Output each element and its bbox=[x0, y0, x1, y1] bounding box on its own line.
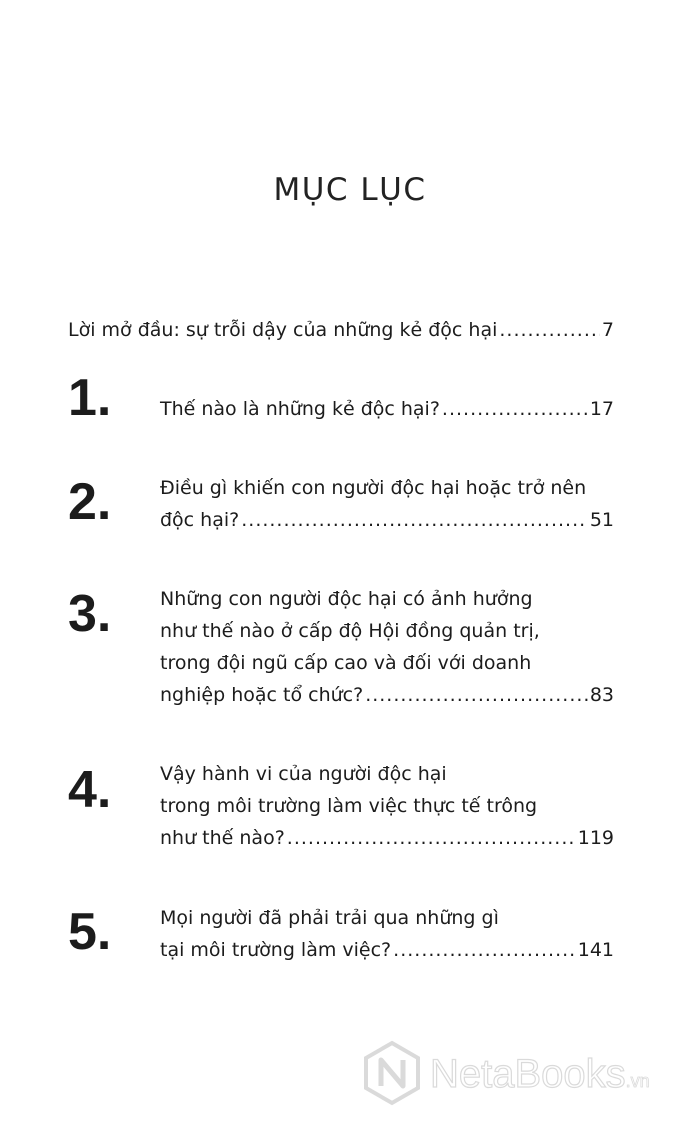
chapter-number: 4. bbox=[68, 761, 112, 819]
toc-page-number: 17 bbox=[589, 398, 614, 420]
toc-page-number: 7 bbox=[601, 319, 614, 341]
toc-entry-text-line: trong đội ngũ cấp cao và đối với doanh bbox=[160, 652, 532, 674]
toc-entry-text: Lời mở đầu: sự trỗi dậy của những kẻ độc hại bbox=[68, 319, 498, 341]
leader-dots bbox=[442, 397, 588, 421]
toc-entry-chapter-1 bbox=[160, 397, 614, 421]
toc-entry-text: nghiệp hoặc tổ chức? bbox=[160, 684, 364, 706]
page-title: MỤC LỤC bbox=[273, 172, 427, 208]
chapter-number: 2. bbox=[68, 473, 112, 531]
watermark-brand-name: NetaBooks bbox=[430, 1052, 626, 1096]
toc-entry-text: tại môi trường làm việc? bbox=[160, 939, 392, 961]
toc-entry-text: như thế nào? bbox=[160, 827, 285, 849]
toc-entry-text: Thế nào là những kẻ độc hại? bbox=[160, 398, 440, 420]
toc-entry-chapter-3 bbox=[160, 683, 614, 707]
toc-page-number: 51 bbox=[589, 509, 614, 531]
watermark-brand bbox=[430, 1052, 650, 1097]
watermark-brand-suffix: .vn bbox=[625, 1071, 650, 1091]
leader-dots bbox=[287, 826, 576, 850]
toc-entry-preface bbox=[68, 318, 614, 342]
toc-page-number: 119 bbox=[577, 827, 614, 849]
toc-entry-text-line: Vậy hành vi của người độc hại bbox=[160, 763, 447, 785]
toc-entry-text-line: trong môi trường làm việc thực tế trông bbox=[160, 795, 538, 817]
toc-page-number: 141 bbox=[577, 939, 614, 961]
watermark bbox=[362, 1040, 682, 1110]
toc-entry-text-line: Điều gì khiến con người độc hại hoặc trở nên bbox=[160, 477, 587, 499]
toc-entry-text-line: Mọi người đã phải trải qua những gì bbox=[160, 907, 499, 929]
leader-dots bbox=[365, 683, 588, 707]
toc-entry-chapter-2 bbox=[160, 508, 614, 532]
chapter-number: 5. bbox=[68, 903, 112, 961]
chapter-number: 3. bbox=[68, 585, 112, 643]
toc-entry-text-line: như thế nào ở cấp độ Hội đồng quản trị, bbox=[160, 620, 540, 642]
leader-dots bbox=[499, 318, 600, 342]
toc-entry-chapter-4 bbox=[160, 826, 614, 850]
chapter-number: 1. bbox=[68, 369, 112, 427]
toc-entry-text: độc hại? bbox=[160, 509, 240, 531]
leader-dots bbox=[393, 938, 576, 962]
leader-dots bbox=[241, 508, 588, 532]
toc-entry-chapter-5 bbox=[160, 938, 614, 962]
toc-page-number: 83 bbox=[589, 684, 614, 706]
netabooks-logo-icon bbox=[362, 1040, 422, 1106]
toc-entry-text-line: Những con người độc hại có ảnh hưởng bbox=[160, 588, 533, 610]
